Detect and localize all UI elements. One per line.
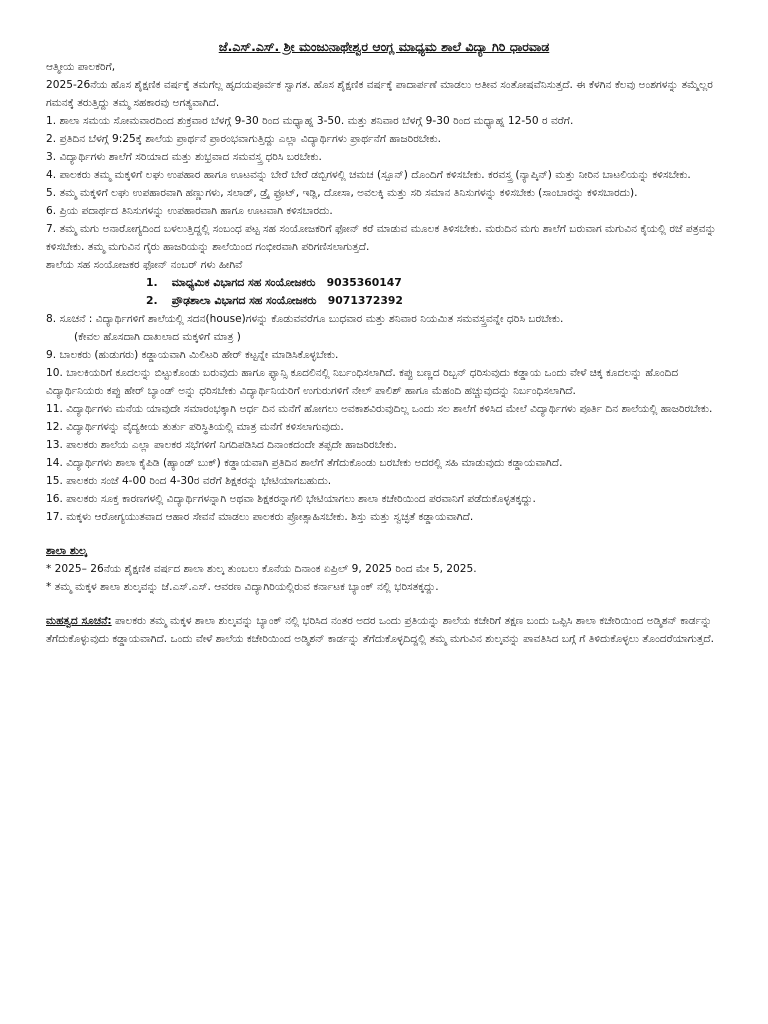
school-title: ಜೆ.ಎಸ್.ಎಸ್. ಶ್ರೀ ಮಂಜುನಾಥೇಶ್ವರ ಆಂಗ್ಲ ಮಾಧ್ಯಮ ಶಾಲೆ ವಿದ್ಯಾ ಗಿರಿ ಧಾರವಾಡ: [218, 39, 550, 54]
rule-item: 13. ಪಾಲಕರು ಶಾಲೆಯ ಎಲ್ಲಾ ಪಾಲಕರ ಸಭೆಗಳಿಗೆ ನಿಗದಿಪಡಿಸಿದ ದಿನಾಂಕದಂದೇ ತಪ್ಪದೇ ಹಾಜರಿರಬೇಕು.: [46, 439, 397, 451]
rule-item: 8. ಸೂಚನೆ : ವಿದ್ಯಾರ್ಥಿಗಳಿಗೆ ಶಾಲೆಯಲ್ಲಿ ಸದನ(house)ಗಳನ್ನು ಕೊಡುವವರೆಗೂ ಬುಧವಾರ ಮತ್ತು ಶನಿವಾರ ನಿಯಮಿತ ಸಮವಸ್ತ್ರವನ್ನೇ ಧರಿಸಿ ಬರಬೇಕು.: [46, 313, 564, 325]
important-notice: [46, 612, 722, 648]
rule-item: 6. ಪ್ರಿಯ ಪದಾರ್ಥದ ತಿನಿಸುಗಳನ್ನು ಉಪಹಾರವಾಗಿ ಹಾಗೂ ಊಟವಾಗಿ ಕಳಿಸಬಾರದು.: [46, 205, 333, 217]
intro-paragraph: 2025-26ನೆಯ ಹೊಸ ಶೈಕ್ಷಣಿಕ ವರ್ಷಕ್ಕೆ ತಮಗೆಲ್ಲ ಹೃದಯಪೂರ್ವಕ ಸ್ವಾಗತ. ಹೊಸ ಶೈಕ್ಷಣಿಕ ವರ್ಷಕ್ಕೆ ಪಾದಾರ್ಪಣೆ ಮಾಡಲು ಅತೀವ ಸಂತೋಷವೆನಿಸುತ್ತದೆ. ಈ ಕೆಳಗಿನ ಕೆಲವು ಅಂಶಗಳನ್ನು ತಮ್ಮೆಲ್ಲರ ಗಮನಕ್ಕೆ ತರುತ್ತಿದ್ದು ತಮ್ಮ ಸಹಕಾರವು ಅಗತ್ಯವಾಗಿದೆ.: [46, 79, 713, 109]
notice-document: [46, 38, 722, 648]
fee-item: * 2025– 26ನೆಯ ಶೈಕ್ಷಣಿಕ ವರ್ಷದ ಶಾಲಾ ಶುಲ್ಕ ತುಂಬಲು ಕೊನೆಯ ದಿನಾಂಕ ಏಪ್ರಿಲ್ 9, 2025 ರಿಂದ ಮೇ 5, 2025.: [46, 563, 477, 575]
rule-item: 9. ಬಾಲಕರು (ಹುಡುಗರು) ಕಡ್ಡಾಯವಾಗಿ ಮಿಲಿಟರಿ ಹೇರ್ ಕಟ್ಟನ್ನೇ ಮಾಡಿಸಿಕೊಳ್ಳಬೇಕು.: [46, 349, 339, 361]
contact-label: ಮಾಧ್ಯಮಿಕ ವಿಭಾಗದ ಸಹ ಸಂಯೋಜಕರು: [171, 276, 316, 289]
fees-heading: ಶಾಲಾ ಶುಲ್ಕ: [46, 545, 87, 557]
important-label: ಮಹತ್ವದ ಸೂಚನೆ:: [46, 615, 112, 627]
rule-item: 2. ಪ್ರತಿದಿನ ಬೆಳಗ್ಗೆ 9:25ಕ್ಕೆ ಶಾಲೆಯ ಪ್ರಾರ್ಥನೆ ಪ್ರಾರಂಭವಾಗುತ್ತಿದ್ದು ಎಲ್ಲಾ ವಿದ್ಯಾರ್ಥಿಗಳು ಪ್ರಾರ್ಥನೆಗೆ ಹಾಜರಿರಬೇಕು.: [46, 133, 442, 145]
contact-phone[interactable]: 9035360147: [326, 276, 402, 289]
fee-item: * ತಮ್ಮ ಮಕ್ಕಳ ಶಾಲಾ ಶುಲ್ಕವನ್ನು ಜೆ.ಎಸ್.ಎಸ್. ಆವರಣ ವಿದ್ಯಾಗಿರಿಯಲ್ಲಿರುವ ಕರ್ನಾಟಕ ಬ್ಯಾಂಕ್ ನಲ್ಲಿ ಭರಿಸತಕ್ಕದ್ದು.: [46, 581, 439, 593]
rule-item: 12. ವಿದ್ಯಾರ್ಥಿಗಳನ್ನು ವೈದ್ಯಕೀಯ ತುರ್ತು ಪರಿಸ್ಥಿತಿಯಲ್ಲಿ ಮಾತ್ರ ಮನೆಗೆ ಕಳಿಸಲಾಗುವುದು.: [46, 421, 344, 433]
rule-item: 17. ಮಕ್ಕಳು ಆರೋಗ್ಯಯುತವಾದ ಆಹಾರ ಸೇವನೆ ಮಾಡಲು ಪಾಲಕರು ಪ್ರೋತ್ಸಾಹಿಸಬೇಕು. ಶಿಸ್ತು ಮತ್ತು ಸ್ವಚ್ಛತೆ ಕಡ್ಡಾಯವಾಗಿದೆ.: [46, 511, 474, 523]
contact-label: ಪ್ರೌಢಶಾಲಾ ವಿಭಾಗದ ಸಹ ಸಂಯೋಜಕರು: [171, 294, 317, 307]
contact-number: 2.: [146, 294, 158, 307]
rule-item: 7. ತಮ್ಮ ಮಗು ಅನಾರೋಗ್ಯದಿಂದ ಬಳಲುತ್ತಿದ್ದಲ್ಲಿ ಸಂಬಂಧ ಪಟ್ಟ ಸಹ ಸಂಯೋಜಕರಿಗೆ ಫೋನ್ ಕರೆ ಮಾಡುವ ಮೂಲಕ ತಿಳಿಸಬೇಕು. ಮರುದಿನ ಮಗು ಶಾಲೆಗೆ ಬರುವಾಗ ಮಗುವಿನ ಕೈಯಲ್ಲಿ ರಜೆ ಪತ್ರವನ್ನು ಕಳಿಸಬೇಕು. ತಮ್ಮ ಮಗುವಿನ ಗೈರು ಹಾಜರಿಯನ್ನು ಶಾಲೆಯಿಂದ ಗಂಭೀರವಾಗಿ ಪರಿಗಣಿಸಲಾಗುತ್ತದೆ.: [46, 223, 717, 253]
rule-item: 5. ತಮ್ಮ ಮಕ್ಕಳಿಗೆ ಲಘು ಉಪಹಾರವಾಗಿ ಹಣ್ಣುಗಳು, ಸಲಾಡ್, ಡ್ರೈ ಫ್ರೂಟ್, ಇಡ್ಲಿ, ದೋಸಾ, ಅವಲಕ್ಕಿ ಮತ್ತು ಸರಿ ಸಮಾನ ತಿನಿಸುಗಳನ್ನು ಕಳಿಸಬೇಕು (ಸಾಂಬಾರನ್ನು ಕಳಿಸಬಾರದು).: [46, 187, 638, 199]
contact-item: [146, 292, 722, 310]
rule-item: 14. ವಿದ್ಯಾರ್ಥಿಗಳು ಶಾಲಾ ಕೈಪಿಡಿ (ಹ್ಯಾಂಡ್ ಬುಕ್) ಕಡ್ಡಾಯವಾಗಿ ಪ್ರತಿದಿನ ಶಾಲೆಗೆ ತೆಗೆದುಕೊಂಡು ಬರಬೇಕು ಅದರಲ್ಲಿ ಸಹಿ ಮಾಡುವುದು ಕಡ್ಡಾಯವಾಗಿದೆ.: [46, 457, 563, 469]
contacts-list: [46, 274, 722, 310]
contact-phone[interactable]: 9071372392: [327, 294, 403, 307]
rule-item: 11. ವಿದ್ಯಾರ್ಥಿಗಳು ಮನೆಯ ಯಾವುದೇ ಸಮಾರಂಭಕ್ಕಾಗಿ ಅರ್ಧ ದಿನ ಮನೆಗೆ ಹೋಗಲು ಅವಕಾಶವಿರುವುದಿಲ್ಲ ಒಂದು ಸಲ ಶಾಲೆಗೆ ಕಳಿಸಿದ ಮೇಲೆ ವಿದ್ಯಾರ್ಥಿಗಳು ಪೂರ್ತಿ ದಿನ ಶಾಲೆಯಲ್ಲಿ ಹಾಜರಿರಬೇಕು.: [46, 403, 713, 415]
rule-item: 10. ಬಾಲಕಿಯರಿಗೆ ಕೂದಲನ್ನು ಬಿಟ್ಟುಕೊಂಡು ಬರುವುದು ಹಾಗೂ ಫ್ಯಾನ್ಸಿ ಕೂದಲಿನಲ್ಲಿ ನಿರ್ಬಂಧಿಸಲಾಗಿದೆ. ಕಪ್ಪು ಬಣ್ಣದ ರಿಬ್ಬನ್ ಧರಿಸುವುದು ಕಡ್ಡಾಯ ಒಂದು ವೇಳೆ ಚಿಕ್ಕ ಕೂದಲನ್ನು ಹೊಂದಿದ ವಿದ್ಯಾರ್ಥಿನಿಯರು ಕಪ್ಪು ಹೇರ್ ಬ್ಯಾಂಡ್ ಅನ್ನು ಧರಿಸಬೇಕು ವಿದ್ಯಾರ್ಥಿನಿಯರಿಗೆ ಉಗುರುಗಳಿಗೆ ನೇಲ್ ಪಾಲಿಶ್ ಹಾಗೂ ಮೆಹಂದಿ ಹಚ್ಚುವುದನ್ನು ನಿರ್ಬಂಧಿಸಲಾಗಿದೆ.: [46, 367, 679, 397]
contact-number: 1.: [146, 276, 158, 289]
rule-item: 15. ಪಾಲಕರು ಸಂಜೆ 4-00 ರಿಂದ 4-30ರ ವರೆಗೆ ಶಿಕ್ಷಕರನ್ನು ಭೇಟಿಯಾಗಬಹುದು.: [46, 475, 332, 487]
rule-item: 16. ಪಾಲಕರು ಸೂಕ್ತ ಕಾರಣಗಳಲ್ಲಿ ವಿದ್ಯಾರ್ಥಿಗಳನ್ನಾಗಿ ಅಥವಾ ಶಿಕ್ಷಕರನ್ನಾಗಲಿ ಭೇಟಿಯಾಗಲು ಶಾಲಾ ಕಚೇರಿಯಿಂದ ಪರವಾನಿಗೆ ಪಡೆದುಕೊಳ್ಳತಕ್ಕದ್ದು.: [46, 493, 536, 505]
important-text: ಪಾಲಕರು ತಮ್ಮ ಮಕ್ಕಳ ಶಾಲಾ ಶುಲ್ಕವನ್ನು ಬ್ಯಾಂಕ್ ನಲ್ಲಿ ಭರಿಸಿದ ನಂತರ ಅದರ ಒಂದು ಪ್ರತಿಯನ್ನು ಶಾಲೆಯ ಕಚೇರಿಗೆ ತಕ್ಷಣ ಬಂದು ಒಪ್ಪಿಸಿ ಶಾಲಾ ಕಚೇರಿಯಿಂದ ಅಡ್ಮಿಶನ್ ಕಾರ್ಡನ್ನು ತೆಗೆದುಕೊಳ್ಳುವುದು ಕಡ್ಡಾಯವಾಗಿದೆ. ಒಂದು ವೇಳೆ ಶಾಲೆಯ ಕಚೇರಿಯಿಂದ ಅಡ್ಮಿಶನ್ ಕಾರ್ಡನ್ನು ತೆಗೆದುಕೊಳ್ಳದಿದ್ದಲ್ಲಿ ತಮ್ಮ ಮಗುವಿನ ಶುಲ್ಕವನ್ನು ಪಾವತಿಸಿದ ಬಗ್ಗೆ ಗೆ ತಿಳಿದುಕೊಳ್ಳಲು ತೊಂದರೆಯಾಗುತ್ತದೆ.: [46, 615, 714, 645]
rule-item: 1. ಶಾಲಾ ಸಮಯ ಸೋಮವಾರದಿಂದ ಶುಕ್ರವಾರ ಬೆಳಗ್ಗೆ 9-30 ರಿಂದ ಮಧ್ಯಾಹ್ನ 3-50. ಮತ್ತು ಶನಿವಾರ ಬೆಳಗ್ಗೆ 9-30 ರಿಂದ ಮಧ್ಯಾಹ್ನ 12-50 ರ ವರೆಗೆ.: [46, 115, 574, 127]
rule-item: 4. ಪಾಲಕರು ತಮ್ಮ ಮಕ್ಕಳಿಗೆ ಲಘು ಉಪಹಾರ ಹಾಗೂ ಊಟವನ್ನು ಬೇರೆ ಬೇರೆ ಡಬ್ಬಿಗಳಲ್ಲಿ ಚಮಚ (ಸ್ಪೂನ್) ದೊಂದಿಗೆ ಕಳಿಸಬೇಕು. ಕರವಸ್ತ್ರ (ನ್ಯಾಪ್ಕಿನ್) ಮತ್ತು ನೀರಿನ ಬಾಟಲಿಯನ್ನು ಕಳಿಸಬೇಕು.: [46, 169, 691, 181]
rule-item: 3. ವಿದ್ಯಾರ್ಥಿಗಳು ಶಾಲೆಗೆ ಸರಿಯಾದ ಮತ್ತು ಶುಭ್ರವಾದ ಸಮವಸ್ತ್ರ ಧರಿಸಿ ಬರಬೇಕು.: [46, 151, 322, 163]
greeting: ಆತ್ಮೀಯ ಪಾಲಕರಿಗೆ,: [46, 61, 116, 73]
rule-note: (ಕೇವಲ ಹೊಸದಾಗಿ ದಾಖಲಾದ ಮಕ್ಕಳಿಗೆ ಮಾತ್ರ ): [74, 331, 241, 343]
contact-item: [146, 274, 722, 292]
contacts-heading: ಶಾಲೆಯ ಸಹ ಸಂಯೋಜಕರ ಫೋನ್ ನಂಬರ್ ಗಳು ಹೀಗಿವೆ: [46, 259, 243, 271]
